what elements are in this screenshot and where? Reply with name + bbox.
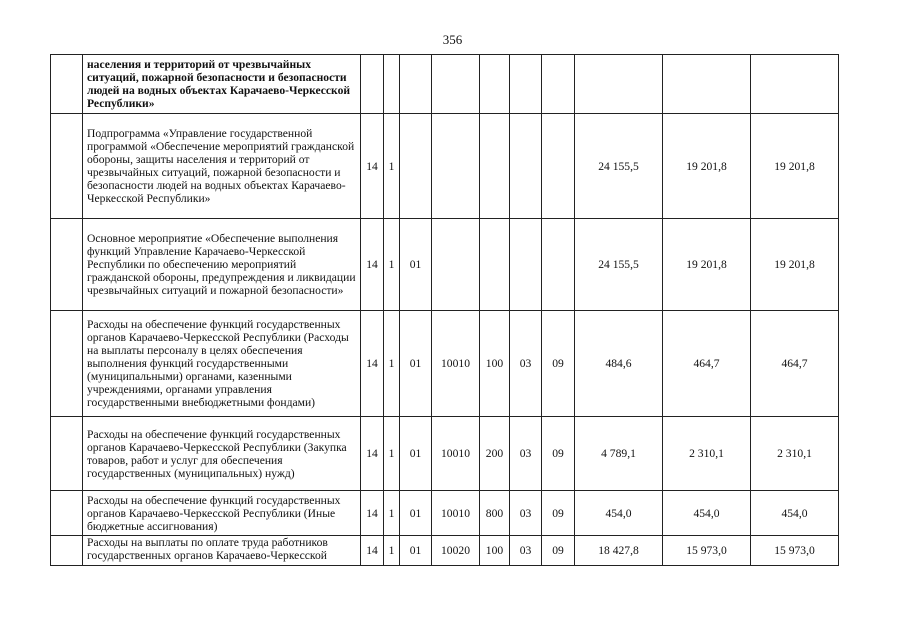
amount-cell bbox=[575, 55, 663, 114]
code-cell: 14 bbox=[361, 311, 384, 417]
code-cell: 09 bbox=[542, 491, 575, 536]
amount-cell: 2 310,1 bbox=[663, 417, 751, 491]
code-cell: 09 bbox=[542, 311, 575, 417]
code-cell: 03 bbox=[510, 311, 542, 417]
code-cell bbox=[384, 55, 400, 114]
code-cell: 10010 bbox=[432, 311, 480, 417]
amount-cell: 484,6 bbox=[575, 311, 663, 417]
code-cell bbox=[510, 219, 542, 311]
amount-cell: 24 155,5 bbox=[575, 219, 663, 311]
code-cell: 100 bbox=[480, 536, 510, 566]
code-cell: 1 bbox=[384, 417, 400, 491]
code-cell: 03 bbox=[510, 491, 542, 536]
code-cell: 200 bbox=[480, 417, 510, 491]
blank-cell bbox=[51, 219, 83, 311]
code-cell: 10020 bbox=[432, 536, 480, 566]
table-row bbox=[51, 536, 839, 566]
code-cell: 1 bbox=[384, 536, 400, 566]
amount-cell: 454,0 bbox=[575, 491, 663, 536]
code-cell: 03 bbox=[510, 417, 542, 491]
code-cell bbox=[400, 55, 432, 114]
code-cell: 03 bbox=[510, 536, 542, 566]
budget-table bbox=[50, 54, 839, 566]
code-cell: 1 bbox=[384, 114, 400, 219]
code-cell: 100 bbox=[480, 311, 510, 417]
code-cell bbox=[432, 219, 480, 311]
code-cell: 10010 bbox=[432, 417, 480, 491]
code-cell: 14 bbox=[361, 114, 384, 219]
table-row bbox=[51, 114, 839, 219]
amount-cell: 454,0 bbox=[663, 491, 751, 536]
code-cell: 01 bbox=[400, 536, 432, 566]
row-description: Расходы на выплаты по оплате труда работников государственных органов Карачаево-Черкесской bbox=[83, 536, 361, 566]
amount-cell: 24 155,5 bbox=[575, 114, 663, 219]
code-cell: 09 bbox=[542, 417, 575, 491]
code-cell: 01 bbox=[400, 417, 432, 491]
code-cell: 01 bbox=[400, 491, 432, 536]
row-description: Расходы на обеспечение функций государственных органов Карачаево-Черкесской Республики (Иные бюджетные ассигнования) bbox=[83, 491, 361, 536]
code-cell: 1 bbox=[384, 219, 400, 311]
amount-cell: 464,7 bbox=[751, 311, 839, 417]
page-number: 356 bbox=[442, 32, 463, 47]
amount-cell bbox=[663, 55, 751, 114]
row-description: Расходы на обеспечение функций государственных органов Карачаево-Черкесской Республики (Закупка товаров, работ и услуг для обеспечения государственных (муниципальных) нужд) bbox=[83, 417, 361, 491]
code-cell bbox=[480, 55, 510, 114]
row-description: Подпрограмма «Управление государственной программой «Обеспечение мероприятий гражданской обороны, защиты населения и территорий от чрезвычайных ситуаций, пожарной безопасности и безопасности людей на водных объектах Карачаево-Черкесской Республики» bbox=[83, 114, 361, 219]
blank-cell bbox=[51, 536, 83, 566]
amount-cell: 464,7 bbox=[663, 311, 751, 417]
code-cell bbox=[480, 114, 510, 219]
amount-cell: 18 427,8 bbox=[575, 536, 663, 566]
table-row bbox=[51, 311, 839, 417]
code-cell: 14 bbox=[361, 417, 384, 491]
table-row bbox=[51, 55, 839, 114]
code-cell bbox=[510, 114, 542, 219]
amount-cell: 19 201,8 bbox=[663, 219, 751, 311]
amount-cell: 19 201,8 bbox=[751, 114, 839, 219]
blank-cell bbox=[51, 55, 83, 114]
amount-cell: 4 789,1 bbox=[575, 417, 663, 491]
code-cell bbox=[432, 114, 480, 219]
blank-cell bbox=[51, 491, 83, 536]
code-cell: 1 bbox=[384, 311, 400, 417]
table-row bbox=[51, 491, 839, 536]
amount-cell: 15 973,0 bbox=[751, 536, 839, 566]
amount-cell: 19 201,8 bbox=[751, 219, 839, 311]
code-cell bbox=[542, 55, 575, 114]
code-cell: 09 bbox=[542, 536, 575, 566]
code-cell bbox=[432, 55, 480, 114]
code-cell: 14 bbox=[361, 491, 384, 536]
code-cell: 14 bbox=[361, 219, 384, 311]
code-cell bbox=[400, 114, 432, 219]
code-cell: 01 bbox=[400, 219, 432, 311]
amount-cell: 15 973,0 bbox=[663, 536, 751, 566]
amount-cell: 19 201,8 bbox=[663, 114, 751, 219]
code-cell: 800 bbox=[480, 491, 510, 536]
amount-cell: 2 310,1 bbox=[751, 417, 839, 491]
row-description: населения и территорий от чрезвычайных ситуаций, пожарной безопасности и безопасности людей на водных объектах Карачаево-Черкесской Республики» bbox=[83, 55, 361, 114]
code-cell bbox=[361, 55, 384, 114]
code-cell bbox=[510, 55, 542, 114]
code-cell bbox=[542, 114, 575, 219]
amount-cell bbox=[751, 55, 839, 114]
amount-cell: 454,0 bbox=[751, 491, 839, 536]
code-cell: 1 bbox=[384, 491, 400, 536]
code-cell: 01 bbox=[400, 311, 432, 417]
blank-cell bbox=[51, 417, 83, 491]
row-description: Расходы на обеспечение функций государственных органов Карачаево-Черкесской Республики (Расходы на выплаты персоналу в целях обеспечения выполнения функций государственными (муниципальными) органами, казенными учреждениями, органами управления государственными внебюджетными фондами) bbox=[83, 311, 361, 417]
blank-cell bbox=[51, 311, 83, 417]
table-row bbox=[51, 219, 839, 311]
blank-cell bbox=[51, 114, 83, 219]
row-description: Основное мероприятие «Обеспечение выполнения функций Управление Карачаево-Черкесской Республики по обеспечению мероприятий гражданской обороны, предупреждения и ликвидации чрезвычайных ситуаций и пожарной безопасности» bbox=[83, 219, 361, 311]
table-row bbox=[51, 417, 839, 491]
code-cell: 10010 bbox=[432, 491, 480, 536]
code-cell bbox=[480, 219, 510, 311]
code-cell bbox=[542, 219, 575, 311]
code-cell: 14 bbox=[361, 536, 384, 566]
